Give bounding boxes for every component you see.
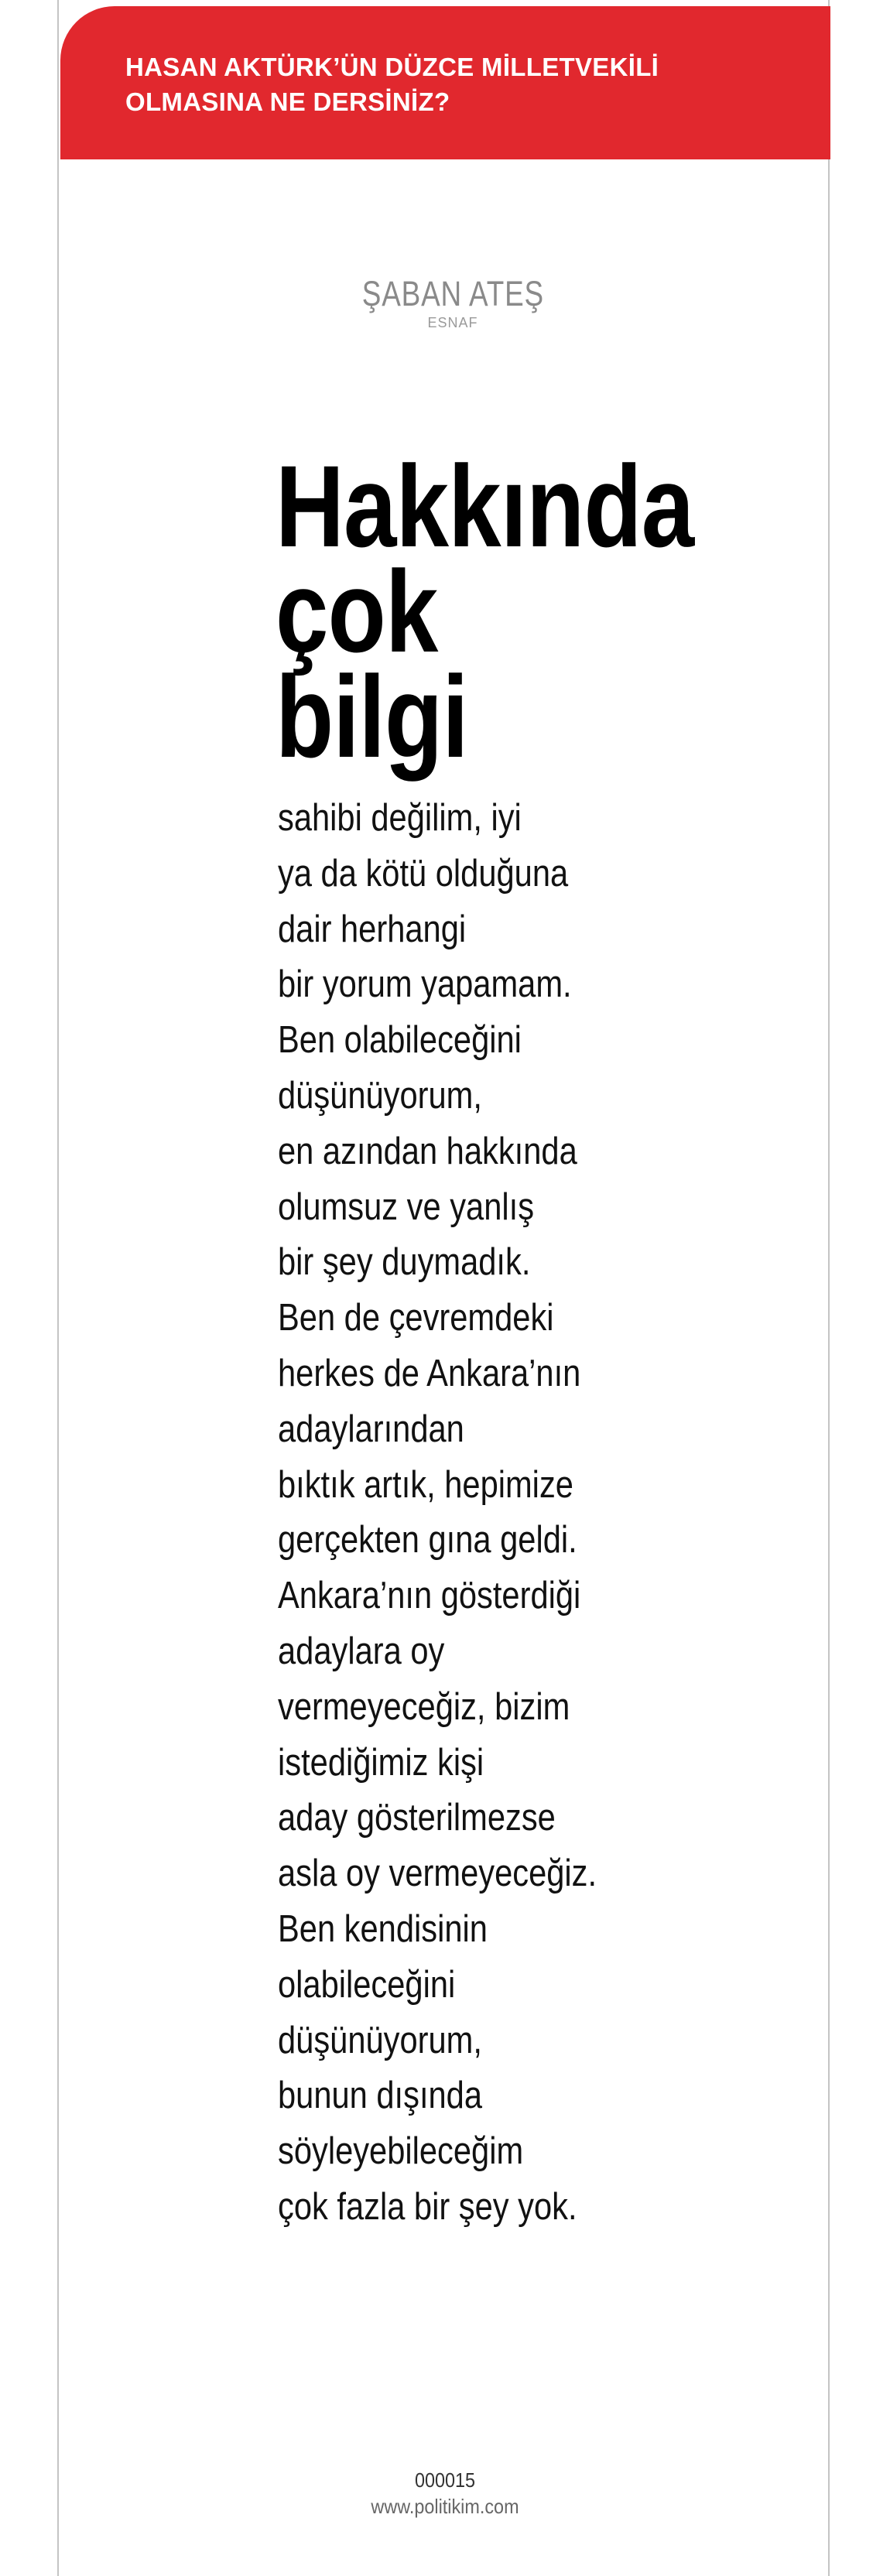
answer-body-text: sahibi değilim, iyi ya da kötü olduğuna dair herhangi bir yorum yapamam. Ben olabileceğini düşünüyorum, en azından hakkında olumsuz ve yanlış bir şey duymadık. Ben de çevremdeki herkes de Ankara’nın adaylarından bıktık artık, hepimize gerçekten gına geldi. Ankara’nın gösterdiği adaylara oy vermeyeceğiz, bizim istediğimiz kişi aday gösterilmezse asla oy vermeyeceğiz. Ben kendisinin olabileceğini düşünüyorum, bunun dışında söyleyebileceğim çok fazla bir şey yok. — [278, 797, 597, 2228]
respondent-name: ŞABAN ATEŞ — [361, 274, 544, 313]
page-code: 000015 — [414, 2468, 476, 2492]
page-footer — [0, 2467, 890, 2520]
question-banner — [60, 6, 830, 159]
respondent-occupation: ESNAF — [427, 315, 478, 330]
question-title: HASAN AKTÜRK’ÜN DÜZCE MİLLETVEKİLİ OLMASINA NE DERSİNİZ? — [125, 53, 659, 116]
respondent — [0, 275, 890, 331]
answer-lead-text: Hakkında çok bilgi — [276, 441, 694, 782]
website-url: www.politikim.com — [371, 2495, 519, 2518]
